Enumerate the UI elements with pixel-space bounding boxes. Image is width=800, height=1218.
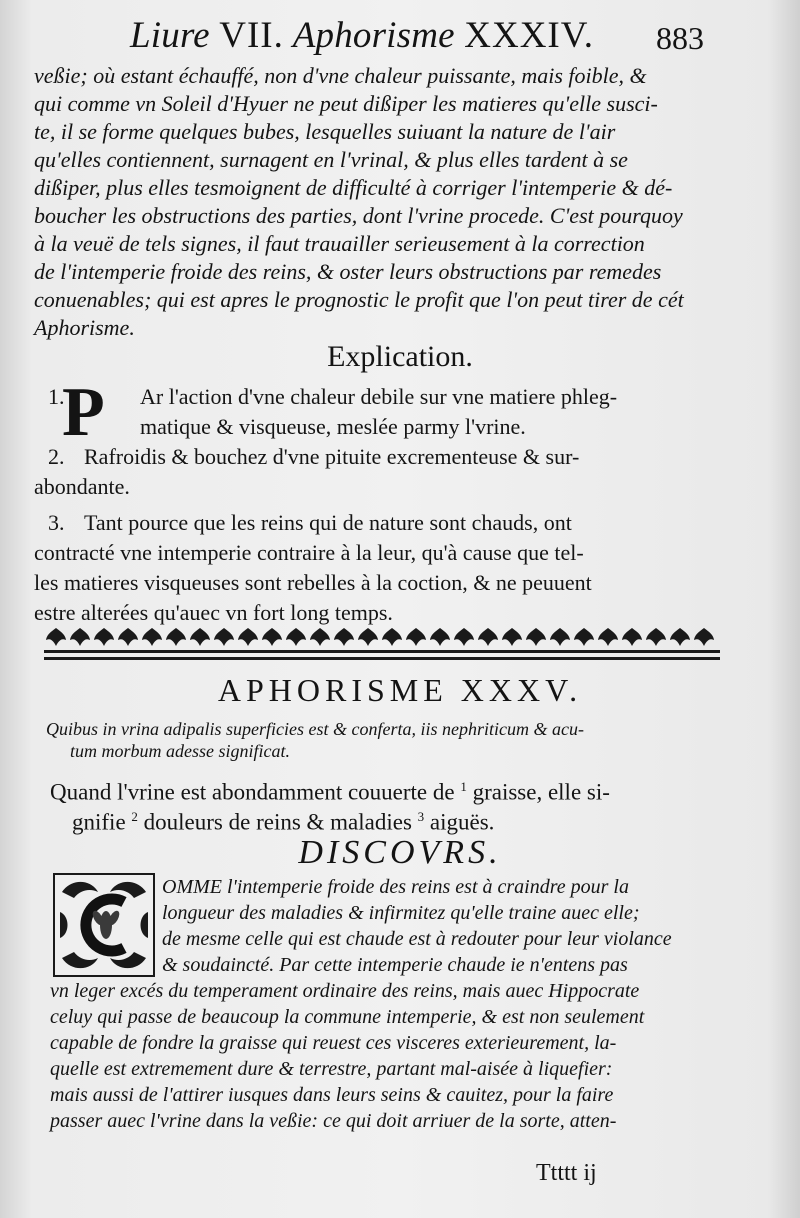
item-number: 1. — [48, 384, 65, 409]
text-run: graisse, elle si- — [466, 779, 610, 805]
explication-list — [34, 374, 724, 628]
list-item-continuation — [34, 472, 724, 502]
discours-paragraph — [50, 874, 730, 1134]
fleuron-mark — [238, 628, 258, 646]
explication-heading: Explication. — [327, 340, 473, 373]
fleuron-mark — [94, 628, 114, 646]
item-number: 3. — [48, 510, 65, 535]
signature-mark: Ttttt ij — [536, 1160, 597, 1186]
header-book: Liure — [130, 15, 210, 56]
fleuron-mark — [646, 628, 666, 646]
fleuron-mark — [262, 628, 282, 646]
text-line: celuy qui passe de beaucoup la commune intemperie, & est non seulement — [50, 1006, 645, 1028]
running-header — [130, 14, 740, 57]
text-run: aiguës. — [424, 809, 495, 835]
fleuron-mark — [478, 628, 498, 646]
fleuron-mark — [670, 628, 690, 646]
fleuron-mark — [334, 628, 354, 646]
fleuron-mark — [694, 628, 714, 646]
header-book-number: VII. — [219, 15, 284, 56]
fleuron-mark — [502, 628, 522, 646]
fleuron-mark — [214, 628, 234, 646]
text-line: capable de fondre la graisse qui reuest ces visceres exterieurement, la- — [50, 1032, 617, 1054]
item-number: 2. — [48, 444, 65, 469]
note-marker: 1 — [460, 779, 467, 794]
fleuron-mark — [166, 628, 186, 646]
text-run: douleurs de reins & maladies — [137, 809, 418, 835]
text-line: te, il se forme quelques bubes, lesquelles suiuant la nature de l'air — [34, 119, 616, 144]
list-item — [34, 382, 724, 412]
latin-aphorism — [46, 718, 716, 762]
text-line: de mesme celle qui est chaude est à redouter pour leur violance — [162, 928, 672, 950]
text-line — [50, 802, 730, 835]
list-item-continuation — [34, 538, 724, 568]
fleuron-ornament-band — [44, 626, 720, 662]
text-line: passer auec l'vrine dans la veßie: ce qui doit arriuer de la sorte, atten- — [50, 1110, 617, 1132]
note-marker: 3 — [417, 809, 425, 824]
fleuron-mark — [358, 628, 378, 646]
item-text: Ar l'action d'vne chaleur debile sur vne matiere phleg- — [140, 384, 618, 409]
text-run: gnifie — [72, 809, 132, 835]
fleuron-mark — [454, 628, 474, 646]
fleuron-mark — [46, 628, 66, 646]
fleuron-mark — [70, 628, 90, 646]
note-marker: 2 — [131, 809, 138, 824]
aphorism-title: APHORISME XXXV. — [217, 672, 583, 708]
text-line: qui comme vn Soleil d'Hyuer ne peut dißiper les matieres qu'elle susci- — [34, 91, 658, 116]
fleuron-mark — [598, 628, 618, 646]
text-line: longueur des maladies & infirmitez qu'elle traine auec elle; — [162, 902, 640, 924]
fleuron-mark — [574, 628, 594, 646]
list-item-continuation — [34, 598, 724, 628]
text-line: conuenables; qui est apres le prognostic le profit que l'on peut tirer de cét — [34, 287, 684, 312]
item-text: matique & visqueuse, meslée parmy l'vrine. — [140, 414, 526, 439]
fleuron-mark — [406, 628, 426, 646]
item-text: Rafroidis & bouchez d'vne pituite excrementeuse & sur- — [84, 444, 580, 469]
text-run: Quand l'vrine est abondamment couuerte de — [50, 779, 461, 805]
item-text: Tant pource que les reins qui de nature sont chauds, ont — [84, 510, 572, 535]
page-number: 883 — [656, 20, 704, 56]
text-line: qu'elles contiennent, surnagent en l'vrinal, & plus elles tardent à se — [34, 147, 628, 172]
item-text: les matieres visqueuses sont rebelles à la coction, & ne peuuent — [34, 570, 592, 595]
item-text: abondante. — [34, 474, 130, 499]
continuation-paragraph — [34, 62, 714, 342]
drop-cap-letter: P — [62, 374, 105, 451]
text-line: de l'intemperie froide des reins, & oster leurs obstructions par remedes — [34, 259, 662, 284]
fleuron-mark — [310, 628, 330, 646]
french-aphorism — [50, 772, 730, 835]
text-line: veßie; où estant échauffé, non d'vne chaleur puissante, mais foible, & — [34, 63, 647, 88]
fleuron-mark — [550, 628, 570, 646]
item-text: estre alterées qu'auec vn fort long temps. — [34, 600, 393, 625]
fleuron-mark — [190, 628, 210, 646]
text-line: à la veuë de tels signes, il faut trauailler serieusement à la correction — [34, 231, 645, 256]
text-line: Quibus in vrina adipalis superficies est & conferta, iis nephriticum & acu- — [46, 719, 584, 739]
text-line: dißiper, plus elles tesmoignent de difficulté à corriger l'intemperie & dé- — [34, 175, 673, 200]
list-item-continuation — [34, 568, 724, 598]
fleuron-mark — [382, 628, 402, 646]
text-line: & soudaincté. Par cette intemperie chaude ie n'entens pas — [162, 954, 628, 976]
list-item — [34, 442, 724, 472]
text-line: mais aussi de l'attirer iusques dans leurs seins & cauitez, pour la faire — [50, 1084, 614, 1106]
text-line: quelle est extremement dure & terrestre, partant mal-aisée à liquefier: — [50, 1058, 613, 1080]
fleuron-mark — [286, 628, 306, 646]
text-line: OMME l'intemperie froide des reins est à craindre pour la — [162, 876, 629, 898]
text-line: boucher les obstructions des parties, dont l'vrine procede. C'est pourquoy — [34, 203, 683, 228]
header-aphorism-number: XXXIV. — [464, 15, 594, 56]
fleuron-mark — [622, 628, 642, 646]
text-line — [50, 772, 730, 805]
list-item — [34, 508, 724, 538]
discours-heading: DISCOVRS. — [298, 834, 502, 871]
list-item-continuation — [34, 412, 724, 442]
item-text: contracté vne intemperie contraire à la leur, qu'à cause que tel- — [34, 540, 584, 565]
text-line: Aphorisme. — [34, 315, 135, 340]
fleuron-mark — [430, 628, 450, 646]
fleuron-mark — [142, 628, 162, 646]
fleuron-mark — [526, 628, 546, 646]
header-aphorisme: Aphorisme — [292, 15, 455, 56]
fleuron-mark — [118, 628, 138, 646]
text-line: tum morbum adesse significat. — [70, 741, 290, 761]
text-line: vn leger excés du temperament ordinaire des reins, mais auec Hippocrate — [50, 980, 640, 1002]
